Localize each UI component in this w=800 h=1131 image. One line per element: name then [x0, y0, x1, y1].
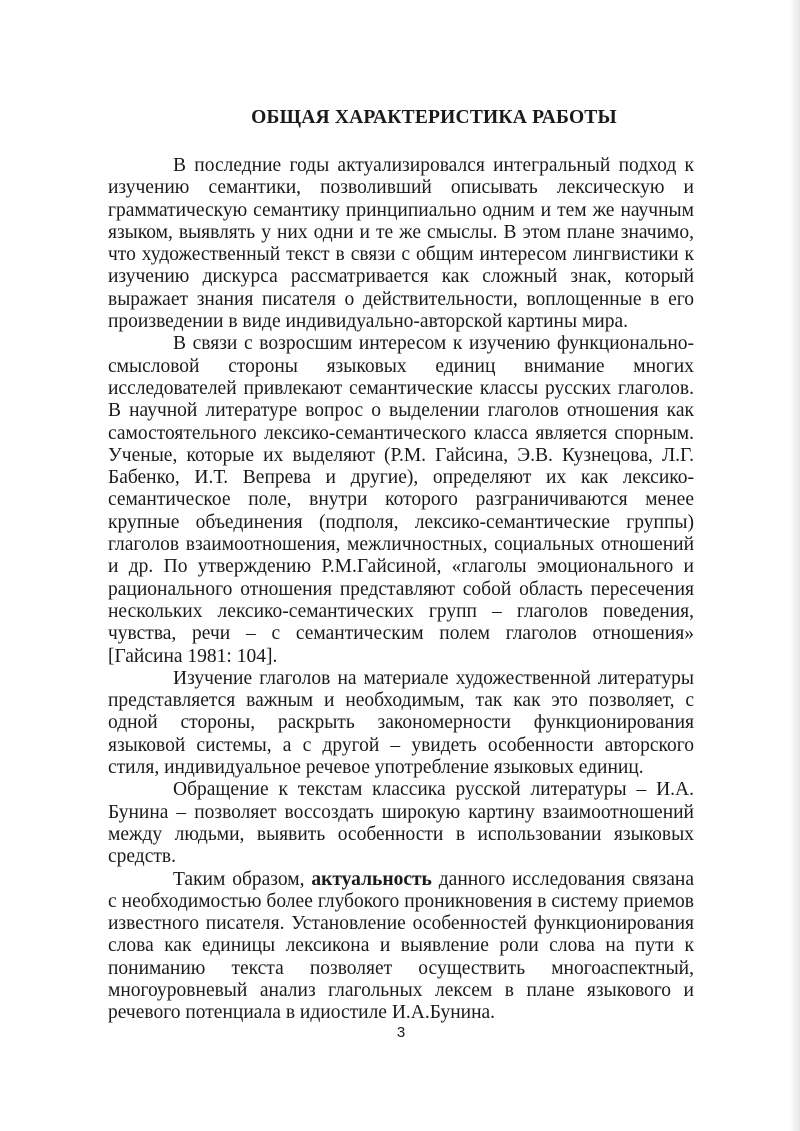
page-number: 3: [396, 1024, 406, 1041]
paragraph-2: [108, 333, 694, 667]
paragraph-3-text: Изучение глаголов на материале художественной литературы представляется важным и необходимым, так как это позволяет, с одной стороны, раскрыть закономерности функционирования языковой системы, а с другой – увидеть особенности авторского стиля, индивидуальное речевое употребление языковых единиц.: [108, 667, 694, 779]
paragraph-1: [108, 155, 694, 333]
paragraph-4: [108, 779, 694, 868]
paragraph-5-text: данного исследования связана с необходимостью более глубокого проникновения в систему приемов известного писателя. Установление особенностей функционирования слова как единицы лексикона и выявление роли слова на пути к пониманию текста позволяет осуществить многоаспектный, многоуровневый анализ глагольных лексем в плане языкового и речевого потенциала в идиостиле И.А.Бунина.: [108, 868, 694, 1024]
paragraph-5: [108, 869, 694, 1025]
paragraph-1-text: В последние годы актуализировался интегральный подход к изучению семантики, позволивший описывать лексическую и грамматическую семантику принципиально одним и тем же научным языком, выявлять у них одни и те же смыслы. В этом плане значимо, что художественный текст в связи с общим интересом лингвистики к изучению дискурса рассматривается как сложный знак, который выражает знания писателя о действительности, воплощенные в его произведении в виде индивидуально-авторской картины мира.: [108, 155, 694, 333]
paragraph-4-text: Обращение к текстам классика русской литературы – И.А. Бунина – позволяет воссоздать широкую картину взаимоотношений между людьми, выявить особенности в использовании языковых средств.: [108, 779, 694, 868]
paragraph-3: [108, 668, 694, 779]
paragraph-5-lead: Таким образом,: [173, 868, 312, 890]
page-edge-shadow: [790, 0, 800, 1131]
page-title: ОБЩАЯ ХАРАКТЕРИСТИКА РАБОТЫ: [251, 107, 617, 128]
relevance-term: актуальность: [311, 868, 432, 890]
body-text: [108, 155, 694, 1025]
paragraph-2-text: В связи с возросшим интересом к изучению функционально-смысловой стороны языковых единиц внимание многих исследователей привлекают семантические классы русских глаголов. В научной литературе вопрос о выделении глаголов отношения как самостоятельного лексико-семантического класса является спорным. Ученые, которые их выделяют (Р.М. Гайсина, Э.В. Кузнецова, Л.Г. Бабенко, И.Т. Вепрева и другие), определяют их как лексико-семантическое поле, внутри которого разграничиваются менее крупные объединения (подполя, лексико-семантические группы) глаголов взаимоотношения, межличностных, социальных отношений и др. По утверждению Р.М.Гайсиной, «глаголы эмоционального и рационального отношения представляют собой область пересечения нескольких лексико-семантических групп – глаголов поведения, чувства, речи – с семантическим полем глаголов отношения» [Гайсина 1981: 104].: [108, 333, 694, 667]
